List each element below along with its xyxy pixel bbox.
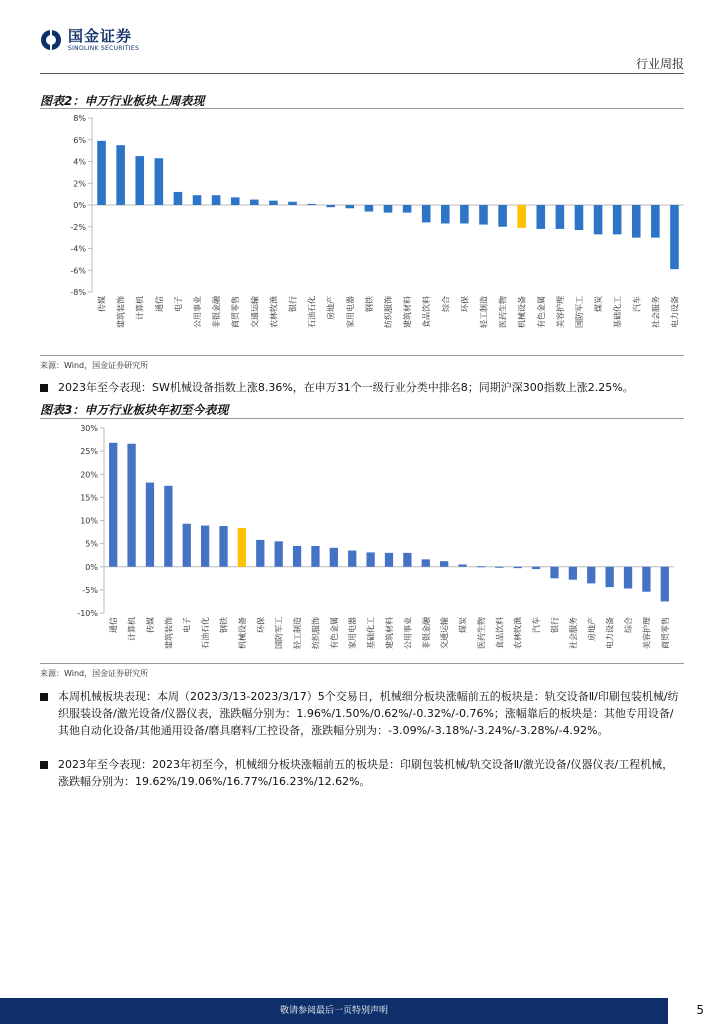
category-label: 社会服务	[568, 617, 578, 649]
category-label: 国防军工	[274, 617, 284, 649]
category-label: 汽车	[632, 296, 642, 312]
bullet-weekly-performance	[40, 688, 684, 739]
bar-房地产	[587, 567, 595, 584]
figure2-title: 图表2：申万行业板块上周表现	[40, 94, 205, 108]
category-label: 煤炭	[458, 617, 468, 633]
category-label: 银行	[550, 617, 560, 633]
bar-环保	[256, 540, 264, 567]
bar-建筑装饰	[116, 145, 125, 205]
category-label: 美容护理	[555, 296, 565, 328]
category-label: 电力设备	[670, 296, 680, 328]
y-tick-label: -6%	[70, 266, 86, 276]
bar-计算机	[127, 444, 135, 567]
bar-公用事业	[403, 553, 411, 567]
category-label: 钢铁	[219, 617, 229, 633]
brand-logo	[40, 27, 139, 53]
bar-煤炭	[594, 205, 603, 234]
y-tick-label: 6%	[73, 135, 86, 145]
bar-社会服务	[569, 567, 577, 580]
bar-公用事业	[193, 195, 202, 205]
category-label: 通信	[109, 617, 119, 633]
category-label: 建筑装饰	[164, 617, 174, 649]
category-label: 房地产	[587, 617, 597, 641]
bar-汽车	[632, 205, 641, 238]
bullet-marker-icon	[40, 693, 48, 701]
bar-非银金融	[212, 195, 221, 205]
y-tick-label: 2%	[73, 179, 86, 189]
y-tick-label: 5%	[85, 539, 98, 549]
category-label: 轻工制造	[293, 617, 303, 649]
bullet-marker-icon	[40, 384, 48, 392]
bar-传媒	[146, 483, 154, 567]
bar-建筑装饰	[164, 486, 172, 567]
category-label: 银行	[288, 296, 298, 312]
bar-国防军工	[275, 541, 283, 566]
y-tick-label: -10%	[77, 609, 98, 618]
y-tick-label: 8%	[73, 114, 86, 123]
category-label: 非银金融	[421, 617, 431, 649]
category-label: 农林牧渔	[269, 296, 279, 328]
y-tick-label: -2%	[70, 222, 86, 232]
category-label: 商贸零售	[231, 296, 241, 328]
bar-房地产	[326, 205, 335, 207]
bar-建筑材料	[403, 205, 412, 213]
y-tick-label: 0%	[85, 562, 98, 572]
category-label: 传媒	[97, 296, 107, 312]
bar-商贸零售	[661, 567, 669, 602]
bar-美容护理	[556, 205, 565, 229]
category-label: 国防军工	[574, 296, 584, 328]
category-label: 机械设备	[237, 617, 247, 649]
bar-医药生物	[477, 566, 485, 567]
bar-医药生物	[498, 205, 507, 227]
bar-交通运输	[440, 561, 448, 567]
category-label: 公用事业	[403, 617, 413, 649]
bar-家用电器	[348, 551, 356, 567]
bar-汽车	[532, 567, 540, 569]
category-label: 传媒	[145, 617, 155, 633]
category-label: 电子	[173, 296, 183, 312]
bar-建筑材料	[385, 553, 393, 567]
bar-机械设备	[517, 205, 526, 228]
figure3-bottom-rule	[40, 663, 684, 664]
bar-通信	[155, 158, 164, 205]
bar-环保	[460, 205, 469, 223]
bar-社会服务	[651, 205, 660, 238]
y-tick-label: 30%	[80, 424, 98, 433]
figure3-chart	[40, 418, 684, 662]
bar-交通运输	[250, 200, 259, 205]
category-label: 医药生物	[476, 617, 486, 649]
figure2-chart	[40, 108, 684, 354]
category-label: 纺织服饰	[311, 617, 321, 649]
figure3-title: 图表3：申万行业板块年初至今表现	[40, 403, 229, 417]
figure2-bottom-rule	[40, 355, 684, 356]
category-label: 家用电器	[348, 617, 358, 649]
category-label: 建筑材料	[403, 296, 413, 328]
y-tick-label: 4%	[73, 157, 86, 167]
category-label: 基础化工	[366, 617, 376, 649]
bar-传媒	[97, 141, 106, 205]
category-label: 环保	[256, 617, 266, 633]
category-label: 商贸零售	[660, 617, 670, 649]
category-label: 综合	[624, 617, 634, 633]
bar-基础化工	[613, 205, 622, 234]
category-label: 家用电器	[345, 296, 355, 328]
category-label: 交通运输	[250, 296, 260, 328]
bar-轻工制造	[293, 546, 301, 567]
category-label: 食品饮料	[422, 296, 432, 328]
y-tick-label: 20%	[80, 470, 98, 480]
footer-disclaimer-link[interactable]: 敬请参阅最后一页特别声明	[279, 1006, 388, 1016]
category-label: 钢铁	[364, 296, 374, 312]
bar-家用电器	[346, 205, 355, 208]
bullet-text: 本周机械板块表现：本周（2023/3/13-2023/3/17）5个交易日，机械细分板块涨幅前五的板块是：轨交设备Ⅱ/印刷包装机械/纺织服装设备/激光设备/仪器仪表，涨跌幅分别为：1.96%/1.50%/0.62%/-0.32%/-0.76%；涨幅靠后的板块是：其他专用设备/其他自动化设备/其他通用设备/磨具磨料/工控设备，涨跌幅分别为：-3.09%/-3.18%/-3.24%/-3.28%/-4.92%。	[58, 690, 679, 737]
category-label: 计算机	[135, 296, 145, 320]
bar-计算机	[135, 156, 144, 205]
category-label: 石油石化	[201, 617, 211, 649]
bar-农林牧渔	[514, 567, 522, 568]
category-label: 交通运输	[440, 617, 450, 649]
bar-煤炭	[458, 564, 466, 566]
bar-银行	[288, 202, 297, 205]
bar-纺织服饰	[384, 205, 393, 213]
bar-有色金属	[330, 548, 338, 567]
sinolink-logo-icon	[40, 29, 62, 51]
category-label: 医药生物	[498, 296, 508, 328]
bullet-ytd-subsectors	[40, 756, 684, 790]
bar-纺织服饰	[311, 546, 319, 567]
bar-银行	[550, 567, 558, 579]
category-label: 农林牧渔	[513, 617, 523, 649]
bullet-text: 2023年至今表现：SW机械设备指数上涨8.36%，在申万31个一级行业分类中排名8；同期沪深300指数上涨2.25%。	[58, 381, 634, 394]
y-tick-label: 0%	[73, 201, 86, 210]
y-tick-label: -8%	[70, 288, 86, 297]
bar-食品饮料	[495, 567, 503, 568]
bar-电力设备	[606, 567, 614, 587]
category-label: 通信	[154, 296, 164, 312]
bar-石油石化	[307, 204, 316, 205]
header-divider	[40, 73, 684, 74]
category-label: 计算机	[127, 617, 137, 641]
bar-综合	[441, 205, 450, 223]
bullet-marker-icon	[40, 761, 48, 769]
category-label: 轻工制造	[479, 296, 489, 328]
category-label: 社会服务	[651, 296, 661, 328]
category-label: 纺织服饰	[384, 296, 393, 328]
bar-综合	[624, 567, 632, 589]
page-number: 5	[696, 1003, 704, 1017]
category-label: 建筑装饰	[116, 296, 126, 328]
bar-电力设备	[670, 205, 679, 269]
bar-美容护理	[642, 567, 650, 592]
category-label: 建筑材料	[385, 617, 394, 649]
category-label: 环保	[460, 296, 470, 312]
bar-电子	[174, 192, 183, 205]
category-label: 电力设备	[605, 617, 615, 649]
category-label: 石油石化	[307, 296, 317, 328]
bar-电子	[183, 524, 191, 567]
brand-name-cn: 国金证券	[68, 26, 133, 45]
category-label: 食品饮料	[495, 617, 505, 649]
bar-机械设备	[238, 528, 246, 567]
category-label: 有色金属	[536, 295, 546, 328]
bar-轻工制造	[479, 205, 488, 225]
y-tick-label: 10%	[80, 516, 98, 526]
category-label: 汽车	[532, 617, 542, 633]
y-tick-label: -4%	[70, 244, 86, 254]
category-label: 机械设备	[517, 296, 527, 328]
bar-非银金融	[422, 559, 430, 566]
y-tick-label: -5%	[82, 585, 98, 595]
bullet-ytd-performance	[40, 379, 684, 396]
bar-通信	[109, 443, 117, 567]
category-label: 电子	[182, 617, 192, 633]
figure2-source: 来源：Wind，国金证券研究所	[40, 361, 149, 370]
report-type: 行业周报	[635, 57, 684, 71]
bar-商贸零售	[231, 197, 240, 205]
category-label: 综合	[441, 296, 451, 312]
brand-name-en: SINOLINK SECURITIES	[68, 44, 140, 52]
category-label: 公用事业	[193, 296, 203, 328]
bar-基础化工	[366, 552, 374, 566]
category-label: 美容护理	[642, 617, 652, 649]
bar-有色金属	[536, 205, 545, 229]
y-tick-label: 15%	[80, 493, 98, 503]
bar-石油石化	[201, 526, 209, 567]
category-label: 非银金融	[212, 296, 222, 328]
category-label: 有色金属	[329, 617, 339, 649]
bar-国防军工	[575, 205, 584, 230]
bullet-text: 2023年至今表现：2023年初至今，机械细分板块涨幅前五的板块是：印刷包装机械/轨交设备Ⅱ/激光设备/仪器仪表/工程机械，涨跌幅分别为：19.62%/19.06%/16.77%/16.23%/12.62%。	[58, 758, 674, 788]
bar-钢铁	[365, 205, 374, 212]
category-label: 煤炭	[594, 296, 604, 312]
bar-钢铁	[219, 526, 227, 567]
category-label: 房地产	[326, 296, 336, 320]
y-tick-label: 25%	[80, 447, 98, 457]
category-label: 基础化工	[613, 296, 623, 328]
bar-食品饮料	[422, 205, 431, 222]
bar-农林牧渔	[269, 201, 278, 205]
figure3-source: 来源：Wind，国金证券研究所	[40, 669, 149, 678]
